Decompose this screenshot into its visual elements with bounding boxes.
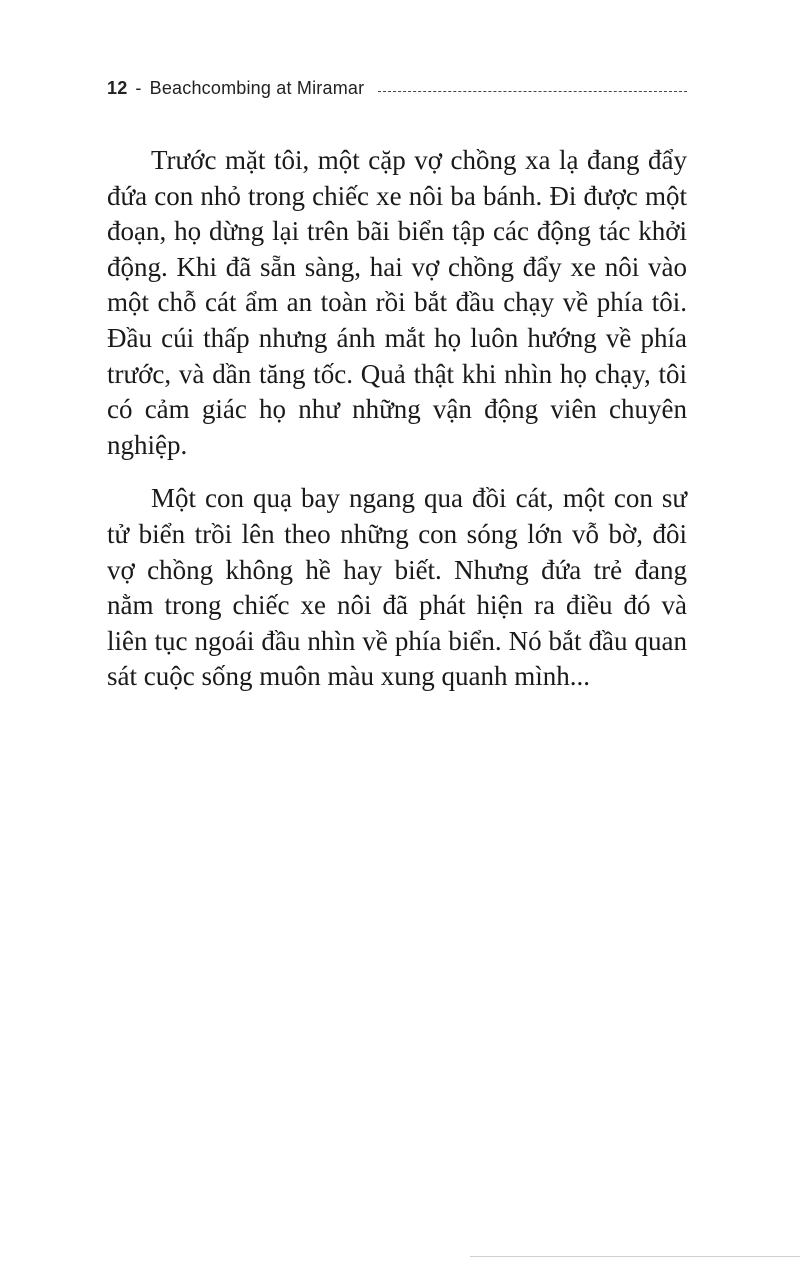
body-text [107,143,687,695]
running-header [107,74,687,102]
header-dashed-rule [378,91,687,92]
paragraph-2: Một con quạ bay ngang qua đồi cát, một con sư tử biển trồi lên theo những con sóng lớn vỗ bờ, đôi vợ chồng không hề hay biết. Nhưng đứa trẻ đang nằm trong chiếc xe nôi đã phát hiện ra điều đó và liên tục ngoái đầu nhìn về phía biển. Nó bắt đầu quan sát cuộc sống muôn màu xung quanh mình... [107,483,687,692]
page-number: 12 [107,77,128,98]
book-title: Beachcombing at Miramar [149,77,365,98]
paragraph-1: Trước mặt tôi, một cặp vợ chồng xa lạ đang đẩy đứa con nhỏ trong chiếc xe nôi ba bánh. Đi được một đoạn, họ dừng lại trên bãi biển tập các động tác khởi động. Khi đã sẵn sàng, hai vợ chồng đẩy xe nôi vào một chỗ cát ẩm an toàn rồi bắt đầu chạy về phía tôi. Đầu cúi thấp nhưng ánh mắt họ luôn hướng về phía trước, và dần tăng tốc. Quả thật khi nhìn họ chạy, tôi có cảm giác họ như những vận động viên chuyên nghiệp. [107,145,687,460]
page-bottom-edge [470,1256,800,1257]
header-separator: - [135,77,142,98]
